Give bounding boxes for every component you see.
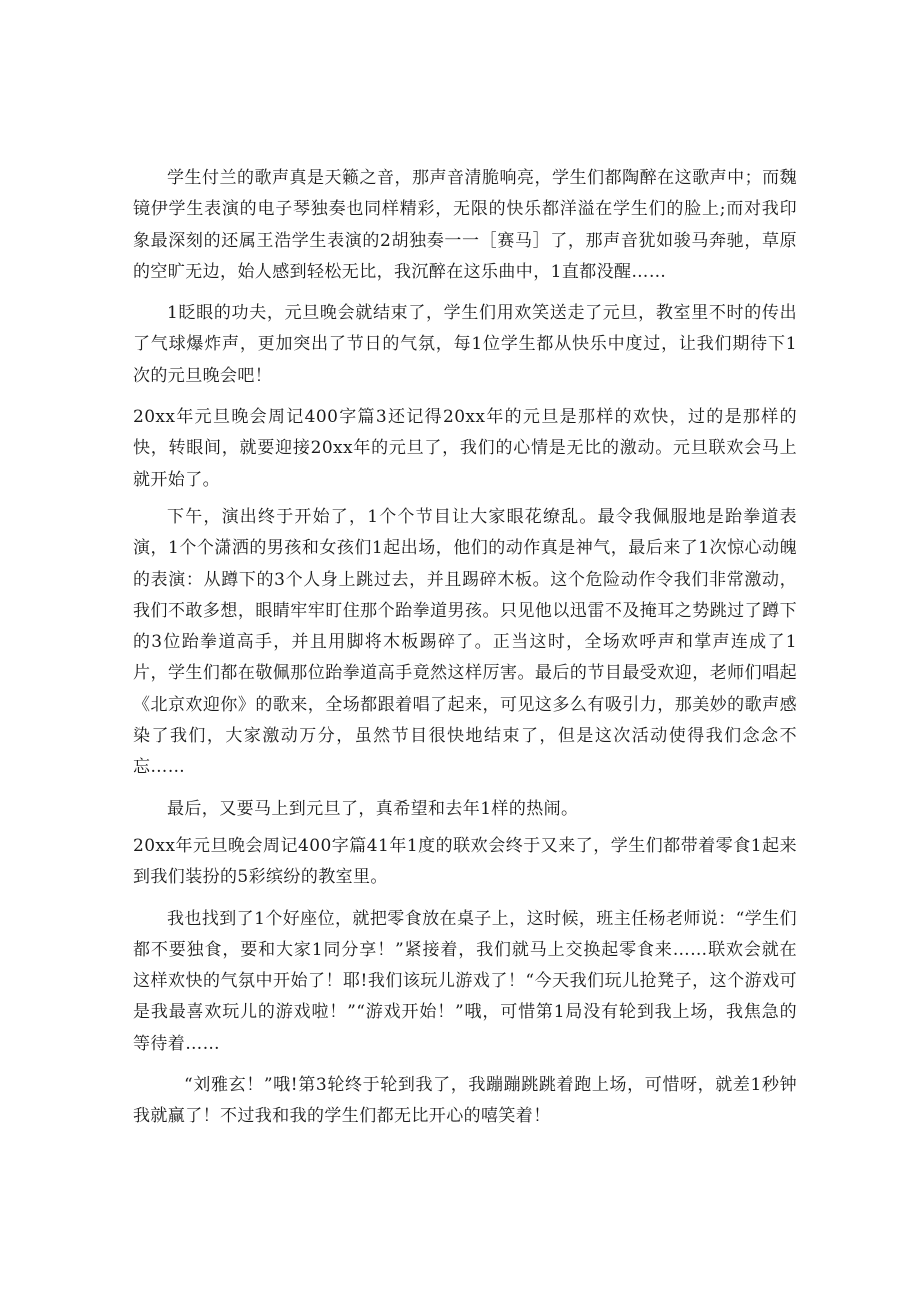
paragraph-7: 我也找到了1个好座位，就把零食放在桌子上，这时候，班主任杨老师说：“学生们都不要独食，要和大家1同分享！”紧接着，我们就马上交换起零食来……联欢会就在这样欢快的气氛中开始了！耶!我们该玩儿游戏了！“今天我们玩儿抢凳子，这个游戏可是我最喜欢玩儿的游戏啦！”“游戏开始！”哦，可惜第1局没有轮到我上场，我焦急的等待着…… xyxy=(133,908,797,1054)
paragraph-8: “刘雅玄！”哦!第3轮终于轮到我了，我蹦蹦跳跳着跑上场，可惜呀，就差1秒钟我就赢了！不过我和我的学生们都无比开心的嘻笑着！ xyxy=(133,1075,797,1127)
paragraph-3-heading: 20xx年元旦晚会周记400字篇3还记得20xx年的元旦是那样的欢快，过的是那样的快，转眼间，就要迎接20xx年的元旦了，我们的心情是无比的激动。元旦联欢会马上就开始了。 xyxy=(133,407,797,490)
paragraph-5: 最后，又要马上到元旦了，真希望和去年1样的热闹。 xyxy=(167,798,579,819)
paragraph-6-heading: 20xx年元旦晚会周记400字篇41年1度的联欢会终于又来了，学生们都带着零食1起来到我们装扮的5彩缤纷的教室里。 xyxy=(133,835,797,888)
paragraph-4: 下午，演出终于开始了，1个个节目让大家眼花缭乱。最令我佩服地是跆拳道表演，1个个潇洒的男孩和女孩们1起出场，他们的动作真是神气，最后来了1次惊心动魄的表演：从蹲下的3个人身上跳过去，并且踢碎木板。这个危险动作令我们非常激动，我们不敢多想，眼睛牢牢盯住那个跆拳道男孩。只见他以迅雷不及掩耳之势跳过了蹲下的3位跆拳道高手，并且用脚将木板踢碎了。正当这时，全场欢呼声和掌声连成了1片，学生们都在敬佩那位跆拳道高手竟然这样厉害。最后的节目最受欢迎，老师们唱起《北京欢迎你》的歌来，全场都跟着唱了起来，可见这多么有吸引力，那美妙的歌声感染了我们，大家激动万分，虽然节目很快地结束了，但是这次活动使得我们念念不忘…… xyxy=(133,506,797,778)
paragraph-1: 学生付兰的歌声真是天籁之音，那声音清脆响亮，学生们都陶醉在这歌声中；而魏镜伊学生表演的电子琴独奏也同样精彩，无限的快乐都洋溢在学生们的脸上;而对我印象最深刻的还属王浩学生表演的2胡独奏一一［赛马］了，那声音犹如骏马奔驰，草原的空旷无边，始人感到轻松无比，我沉醉在这乐曲中，1直都没醒…… xyxy=(133,168,797,282)
document-body xyxy=(133,163,797,1143)
paragraph-2: 1眨眼的功夫，元旦晚会就结束了，学生们用欢笑送走了元旦，教室里不时的传出了气球爆炸声，更加突出了节日的气氛，每1位学生都从快乐中度过，让我们期待下1次的元旦晚会吧！ xyxy=(133,303,797,386)
